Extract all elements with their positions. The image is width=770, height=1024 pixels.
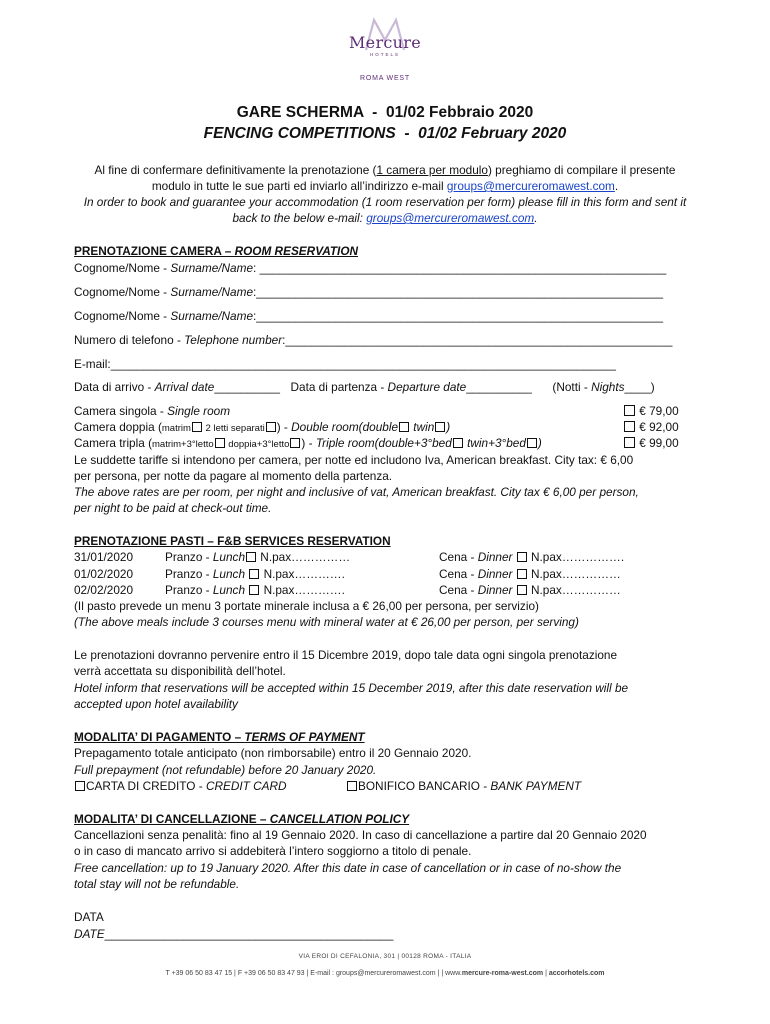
surname-field-3[interactable]: Cognome/Nome - Surname/Name:______________________________________________________________: [74, 309, 664, 323]
dates-row[interactable]: Data di arrivo - Arrival date__________ Data di partenza - Departure date__________ (Notti - Nights____): [74, 380, 655, 394]
deadline-it-1: Le prenotazioni dovranno pervenire entro il 15 Dicembre 2019, dopo tale data ogni singola prenotazione: [74, 648, 618, 662]
lunch-option[interactable]: Pranzo - Lunch N.pax……………: [165, 550, 351, 564]
checkbox-icon[interactable]: [453, 438, 463, 448]
email-field[interactable]: E-mail:_____________________________________________________________________________: [74, 357, 616, 371]
payment-it: Prepagamento totale anticipato (non rimborsabile) entro il 20 Gennaio 2020.: [74, 746, 472, 760]
checkbox-icon[interactable]: [249, 569, 259, 579]
cancellation-it-1: Cancellazioni senza penalità: fino al 19 Gennaio 2020. In caso di cancellazione a partire dal 20 Gennaio 2020: [74, 828, 647, 842]
meals-note-en: (The above meals include 3 courses menu with mineral water at € 26,00 per person, per serving): [74, 615, 579, 629]
dinner-option[interactable]: Cena - Dinner N.pax…………….: [439, 550, 625, 564]
lunch-option[interactable]: Pranzo - Lunch N.pax………….: [165, 583, 345, 597]
rates-en-1: The above rates are per room, per night and inclusive of vat, American breakfast. City tax € 6,00 per person,: [74, 485, 639, 499]
checkbox-icon[interactable]: [624, 421, 635, 432]
website-link[interactable]: mercure-roma-west.com: [461, 970, 544, 977]
intro-en: In order to book and guarantee your accommodation (1 room reservation per form) please fill in this form and sent it back to the below e-mail: groups@mercureromawest.com.: [83, 195, 687, 225]
brand-sub: HOTELS: [369, 52, 400, 57]
credit-card-option[interactable]: CARTA DI CREDITO - CREDIT CARD: [74, 778, 287, 794]
meals-heading: PRENOTAZIONE PASTI – F&B SERVICES RESERVATION: [74, 534, 391, 548]
hotel-location: ROMA WEST: [360, 75, 410, 82]
email-link-en[interactable]: groups@mercureromawest.com: [366, 211, 535, 225]
checkbox-icon[interactable]: [517, 569, 527, 579]
payment-heading: MODALITA’ DI PAGAMENTO – TERMS OF PAYMENT: [74, 730, 365, 744]
rates-it-1: Le suddette tariffe si intendono per camera, per notte ed includono Iva, American breakfast. City tax: € 6,00: [74, 453, 634, 467]
single-room-label: Camera singola - Single room: [74, 404, 231, 418]
surname-field-1[interactable]: Cognome/Nome - Surname/Name: ______________________________________________________________: [74, 261, 667, 275]
double-room-label: Camera doppia (matrim 2 letti separati ) - Double room(double twin ): [74, 420, 451, 434]
date-field[interactable]: DATE____________________________________________: [74, 927, 394, 941]
triple-room-label: Camera tripla (matrim+3°letto doppia+3°letto ) - Triple room(double+3°bed twin+3°bed ): [74, 436, 542, 450]
date-label: DATA: [74, 910, 104, 924]
triple-room-option[interactable]: € 99,00: [623, 435, 679, 451]
checkbox-icon[interactable]: [266, 422, 276, 432]
double-room-option[interactable]: € 92,00: [623, 419, 679, 435]
checkbox-icon[interactable]: [624, 437, 635, 448]
cancellation-it-2: o in caso di mancato arrivo si addebiterà l’intero soggiorno a titolo di penale.: [74, 844, 472, 858]
footer-address: VIA EROI DI CEFALONIA, 301 | 00128 ROMA - ITALIA: [298, 953, 472, 960]
meal-date: 31/01/2020: [74, 550, 134, 564]
checkbox-icon[interactable]: [246, 552, 256, 562]
footer-contacts: T +39 06 50 83 47 15 | F +39 06 50 83 47 93 | E-mail : groups@mercureromawest.com | | www.mercure-roma-west.com | accorhotels.com: [165, 970, 605, 977]
email-link[interactable]: groups@mercureromawest.com: [446, 179, 615, 193]
surname-field-2[interactable]: Cognome/Nome - Surname/Name:______________________________________________________________: [74, 285, 664, 299]
meal-date: 02/02/2020: [74, 583, 134, 597]
checkbox-icon[interactable]: [624, 405, 635, 416]
brand-name: Mercure: [349, 33, 421, 52]
accor-link[interactable]: accorhotels.com: [548, 970, 605, 977]
checkbox-icon[interactable]: [517, 585, 527, 595]
single-room-option[interactable]: € 79,00: [623, 403, 679, 419]
rates-it-2: per persona, per notte da pagare al momento della partenza.: [74, 469, 393, 483]
bank-payment-option[interactable]: BONIFICO BANCARIO - BANK PAYMENT: [346, 778, 581, 794]
checkbox-icon[interactable]: [517, 552, 527, 562]
deadline-en-2: accepted upon hotel availability: [74, 697, 238, 711]
cancellation-heading: MODALITA’ DI CANCELLAZIONE – CANCELLATION POLICY: [74, 812, 410, 826]
payment-en: Full prepayment (not refundable) before 20 January 2020.: [74, 763, 377, 777]
checkbox-icon[interactable]: [192, 422, 202, 432]
checkbox-icon[interactable]: [527, 438, 537, 448]
checkbox-icon[interactable]: [347, 781, 357, 791]
checkbox-icon[interactable]: [290, 438, 300, 448]
intro-it: Al fine di confermare definitivamente la prenotazione (1 camera per modulo) preghiamo di compilare il presente modulo in tutte le sue parti ed inviarlo all’indirizzo e-mail groups@mercureromawest.com.: [94, 163, 676, 193]
checkbox-icon[interactable]: [399, 422, 409, 432]
room-heading: PRENOTAZIONE CAMERA – ROOM RESERVATION: [74, 244, 359, 258]
cancellation-en-1: Free cancellation: up to 19 January 2020. After this date in case of cancellation or in case of no-show the: [74, 861, 622, 875]
meal-date: 01/02/2020: [74, 567, 134, 581]
lunch-option[interactable]: Pranzo - Lunch N.pax………….: [165, 567, 345, 581]
page-title: GARE SCHERMA - 01/02 Febbraio 2020: [236, 104, 534, 121]
deadline-en-1: Hotel inform that reservations will be accepted within 15 December 2019, after this date reservation will be: [74, 681, 629, 695]
cancellation-en-2: total stay will not be refundable.: [74, 877, 240, 891]
page-subtitle: FENCING COMPETITIONS - 01/02 February 2020: [203, 125, 567, 142]
dinner-option[interactable]: Cena - Dinner N.pax……………: [439, 583, 621, 597]
checkbox-icon[interactable]: [75, 781, 85, 791]
phone-field[interactable]: Numero di telefono - Telephone number:___________________________________________________________: [74, 333, 673, 347]
meals-note-it: (Il pasto prevede un menu 3 portate minerale inclusa a € 26,00 per persona, per servizio): [74, 599, 539, 613]
checkbox-icon[interactable]: [435, 422, 445, 432]
checkbox-icon[interactable]: [249, 585, 259, 595]
rates-en-2: per night to be paid at check-out time.: [74, 501, 272, 515]
checkbox-icon[interactable]: [215, 438, 225, 448]
deadline-it-2: verrà accettata su disponibilità dell’hotel.: [74, 664, 286, 678]
dinner-option[interactable]: Cena - Dinner N.pax……………: [439, 567, 621, 581]
